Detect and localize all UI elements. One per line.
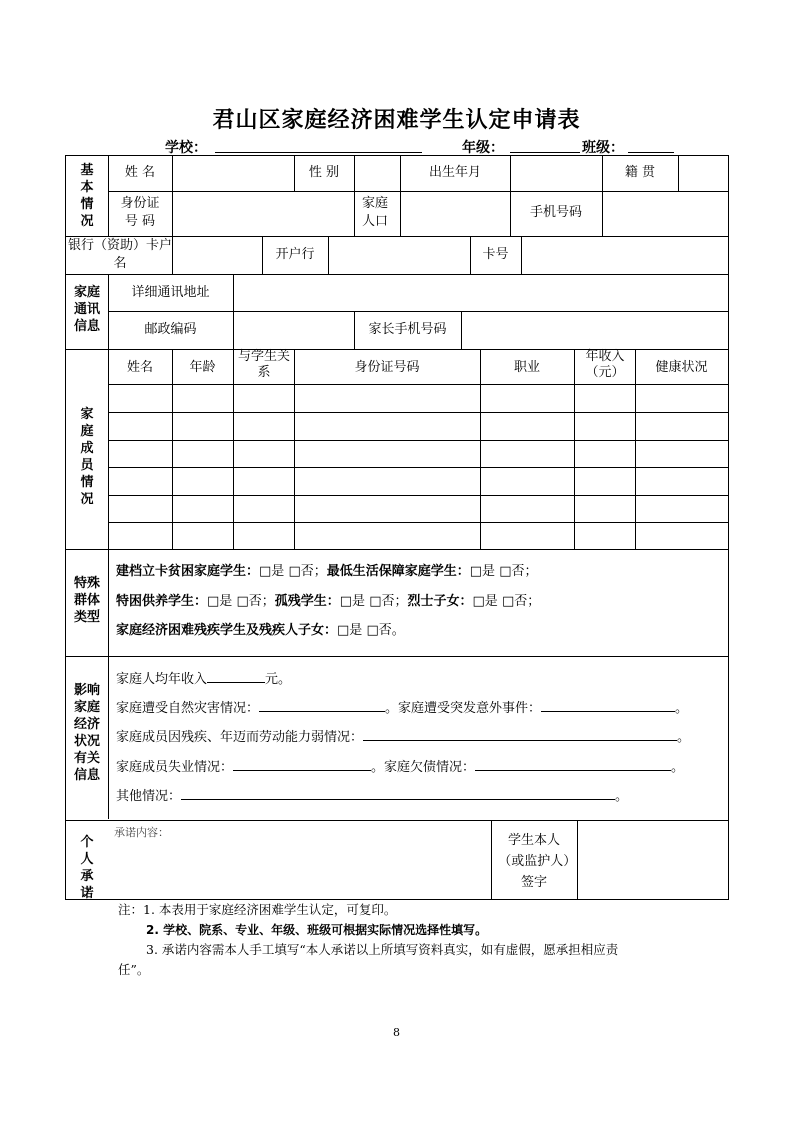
label-bank: 开户行 bbox=[275, 247, 315, 262]
checkbox-no[interactable]: □否； bbox=[236, 594, 275, 609]
page-title: 君山区家庭经济困难学生认定申请表 bbox=[212, 108, 581, 133]
label-id-card: 身份证号 码 bbox=[120, 196, 160, 229]
checkbox-no[interactable]: □否； bbox=[499, 564, 538, 579]
label-postcode: 邮政编码 bbox=[144, 322, 197, 337]
note-1: 注：1. 本表用于家庭经济困难学生认定，可复印。 bbox=[118, 902, 397, 917]
label-bank-name: 银行（资助）卡户名 bbox=[68, 238, 173, 271]
page-number: 8 bbox=[393, 1026, 400, 1039]
note-3: 3. 承诺内容需本人手工填写“本人承诺以上所填写资料真实，如有虚假，愿承担相应责 bbox=[146, 942, 619, 957]
checkbox-yes[interactable]: □是 bbox=[207, 594, 233, 609]
checkbox-no[interactable]: □否； bbox=[288, 564, 327, 579]
label-parent-phone: 家长手机号码 bbox=[368, 322, 447, 337]
checkbox-yes[interactable]: □是 bbox=[339, 594, 366, 609]
disaster-field[interactable] bbox=[259, 699, 385, 712]
label-origin: 籍 贯 bbox=[624, 165, 656, 180]
grade-field[interactable] bbox=[510, 138, 580, 153]
special-line-1: 建档立卡贫困家庭学生：□是 □否；最低生活保障家庭学生：□是 □否； bbox=[116, 564, 538, 579]
grade-label: 年级： bbox=[462, 140, 504, 156]
section-members: 家庭成员情况 bbox=[80, 407, 94, 507]
school-label: 学校： bbox=[165, 140, 207, 156]
label-gender: 性 别 bbox=[308, 165, 340, 180]
special-line-3: 家庭经济困难残疾学生及残疾人子女：□是 □否。 bbox=[116, 623, 405, 638]
col-health: 健康状况 bbox=[655, 360, 708, 375]
col-job: 职业 bbox=[513, 360, 540, 375]
col-id: 身份证号码 bbox=[354, 360, 420, 375]
class-label: 班级： bbox=[582, 140, 624, 156]
other-field[interactable] bbox=[181, 787, 615, 800]
col-relation: 与学生关系 bbox=[238, 349, 291, 380]
section-address: 家庭通讯信息 bbox=[73, 285, 100, 334]
disability-field[interactable] bbox=[363, 728, 677, 741]
col-income: 年收入（元） bbox=[585, 349, 625, 380]
checkbox-yes[interactable]: □是 bbox=[337, 623, 363, 638]
label-address: 详细通讯地址 bbox=[131, 285, 210, 300]
economy-disability: 家庭成员因残疾、年迈而劳动能力弱情况： 。 bbox=[116, 730, 691, 745]
section-economy: 影响家庭经济状况有关信息 bbox=[73, 683, 100, 783]
checkbox-no[interactable]: □否； bbox=[501, 594, 541, 609]
checkbox-no[interactable]: □否； bbox=[369, 594, 408, 609]
school-field[interactable] bbox=[215, 138, 422, 153]
note-2: 2. 学校、院系、专业、年级、班级可根据实际情况选择性填写。 bbox=[146, 923, 488, 937]
special-line-2: 特困供养学生：□是 □否；孤残学生：□是 □否；烈士子女：□是 □否； bbox=[116, 594, 541, 609]
promise-content-label: 承诺内容： bbox=[114, 826, 169, 839]
economy-income: 家庭人均年收入 元。 bbox=[116, 672, 292, 687]
note-3-cont: 任”。 bbox=[118, 962, 150, 977]
label-birth: 出生年月 bbox=[428, 165, 481, 180]
label-name: 姓 名 bbox=[124, 165, 156, 180]
application-form bbox=[65, 155, 729, 900]
class-field[interactable] bbox=[628, 138, 674, 153]
promise-sign-label: 学生本人（或监护人）签字 bbox=[498, 833, 570, 890]
label-household: 家庭人口 bbox=[361, 196, 388, 229]
unemployed-field[interactable] bbox=[233, 758, 371, 771]
economy-unemployed: 家庭成员失业情况： 。家庭欠债情况： 。 bbox=[116, 760, 685, 775]
checkbox-no[interactable]: □否。 bbox=[366, 623, 405, 638]
economy-other: 其他情况： 。 bbox=[116, 789, 629, 804]
col-age: 年龄 bbox=[189, 360, 216, 375]
section-promise: 个人承诺 bbox=[80, 835, 94, 901]
checkbox-yes[interactable]: □是 bbox=[472, 594, 498, 609]
label-phone: 手机号码 bbox=[529, 205, 582, 220]
checkbox-yes[interactable]: □是 bbox=[469, 564, 496, 579]
section-basic: 基本情况 bbox=[80, 163, 94, 229]
label-card-no: 卡号 bbox=[482, 247, 509, 262]
debt-field[interactable] bbox=[475, 758, 671, 771]
accident-field[interactable] bbox=[541, 699, 675, 712]
section-special: 特殊群体类型 bbox=[73, 576, 100, 625]
col-name: 姓名 bbox=[126, 360, 153, 375]
checkbox-yes[interactable]: □是 bbox=[259, 564, 285, 579]
income-field[interactable] bbox=[207, 670, 265, 683]
economy-disaster: 家庭遭受自然灾害情况： 。家庭遭受突发意外事件： 。 bbox=[116, 701, 689, 716]
